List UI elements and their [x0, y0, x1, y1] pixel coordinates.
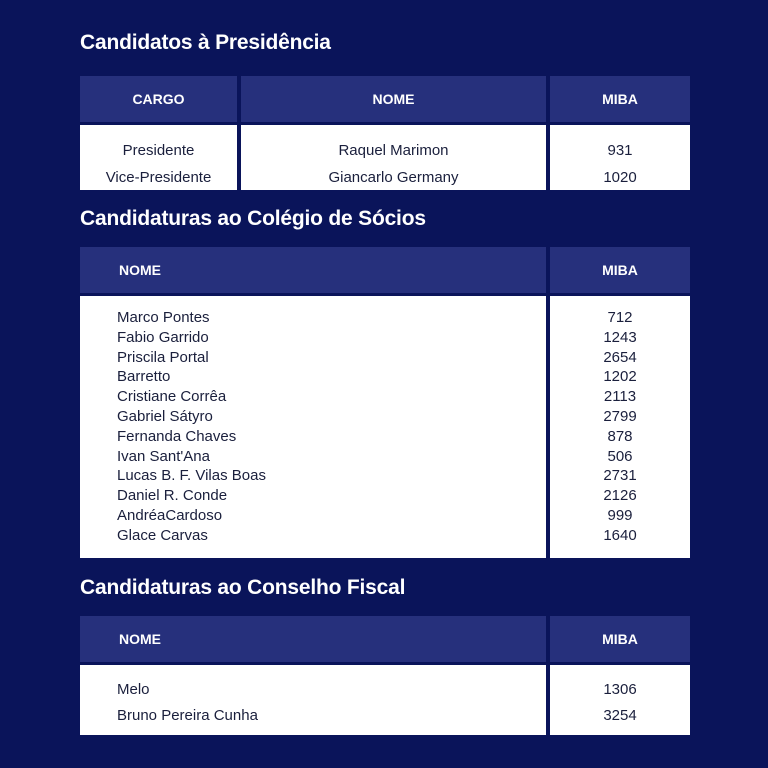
colegio-cell-nome: Ivan Sant'Ana	[117, 447, 210, 465]
colegio-column-nome	[80, 296, 546, 558]
conselho-header-miba: MIBA	[550, 616, 690, 662]
colegio-title: Candidaturas ao Colégio de Sócios	[80, 207, 426, 230]
presidencia-column-nome	[241, 125, 546, 190]
colegio-cell-nome: Glace Carvas	[117, 526, 208, 544]
colegio-cell-nome: AndréaCardoso	[117, 506, 223, 524]
presidencia-cell-miba: 1020	[603, 169, 637, 186]
conselho-header-nome: NOME	[80, 616, 546, 662]
conselho-cell-nome: Melo	[117, 681, 150, 698]
presidencia-cell-miba: 931	[607, 142, 633, 159]
colegio-cell-miba: 2126	[603, 487, 637, 505]
presidencia-cell-nome: Giancarlo Germany	[328, 169, 459, 186]
presidencia-title: Candidatos à Presidência	[80, 31, 331, 54]
colegio-column-miba	[550, 296, 690, 558]
presidencia-header-cargo: CARGO	[80, 76, 237, 122]
colegio-cell-miba: 2799	[603, 407, 637, 425]
conselho-column-miba	[550, 665, 690, 735]
presidencia-column-miba	[550, 125, 690, 190]
presidencia-column-cargo	[80, 125, 237, 190]
colegio-cell-nome: Lucas B. F. Vilas Boas	[117, 467, 266, 485]
colegio-cell-miba: 999	[607, 506, 633, 524]
conselho-column-nome	[80, 665, 546, 735]
colegio-cell-miba: 1202	[603, 368, 637, 386]
presidencia-cell-cargo: Presidente	[122, 142, 195, 159]
colegio-cell-nome: Priscila Portal	[117, 348, 209, 366]
colegio-cell-nome: Barretto	[117, 368, 171, 386]
colegio-header-nome: NOME	[80, 247, 546, 293]
colegio-cell-nome: Cristiane Corrêa	[117, 388, 227, 406]
colegio-cell-miba: 712	[607, 309, 633, 326]
presidencia-cell-cargo: Vice-Presidente	[105, 169, 212, 186]
colegio-cell-miba: 1243	[603, 328, 637, 346]
colegio-cell-nome: Daniel R. Conde	[117, 487, 228, 505]
colegio-cell-nome: Gabriel Sátyro	[117, 407, 213, 425]
presidencia-header-nome: NOME	[241, 76, 546, 122]
conselho-cell-miba: 3254	[603, 707, 637, 724]
colegio-cell-miba: 2731	[603, 467, 637, 485]
colegio-header-miba: MIBA	[550, 247, 690, 293]
colegio-cell-nome: Fabio Garrido	[117, 328, 209, 346]
colegio-cell-miba: 2113	[603, 388, 637, 406]
presidencia-header-miba: MIBA	[550, 76, 690, 122]
colegio-cell-nome: Marco Pontes	[117, 309, 210, 326]
colegio-cell-miba: 2654	[603, 348, 637, 366]
conselho-title: Candidaturas ao Conselho Fiscal	[80, 576, 406, 599]
colegio-cell-miba: 1640	[603, 526, 637, 544]
colegio-cell-miba: 878	[607, 427, 633, 445]
colegio-cell-miba: 506	[607, 447, 633, 465]
conselho-cell-miba: 1306	[603, 681, 637, 698]
colegio-cell-nome: Fernanda Chaves	[117, 427, 237, 445]
conselho-cell-nome: Bruno Pereira Cunha	[117, 707, 258, 724]
presidencia-cell-nome: Raquel Marimon	[338, 142, 449, 159]
